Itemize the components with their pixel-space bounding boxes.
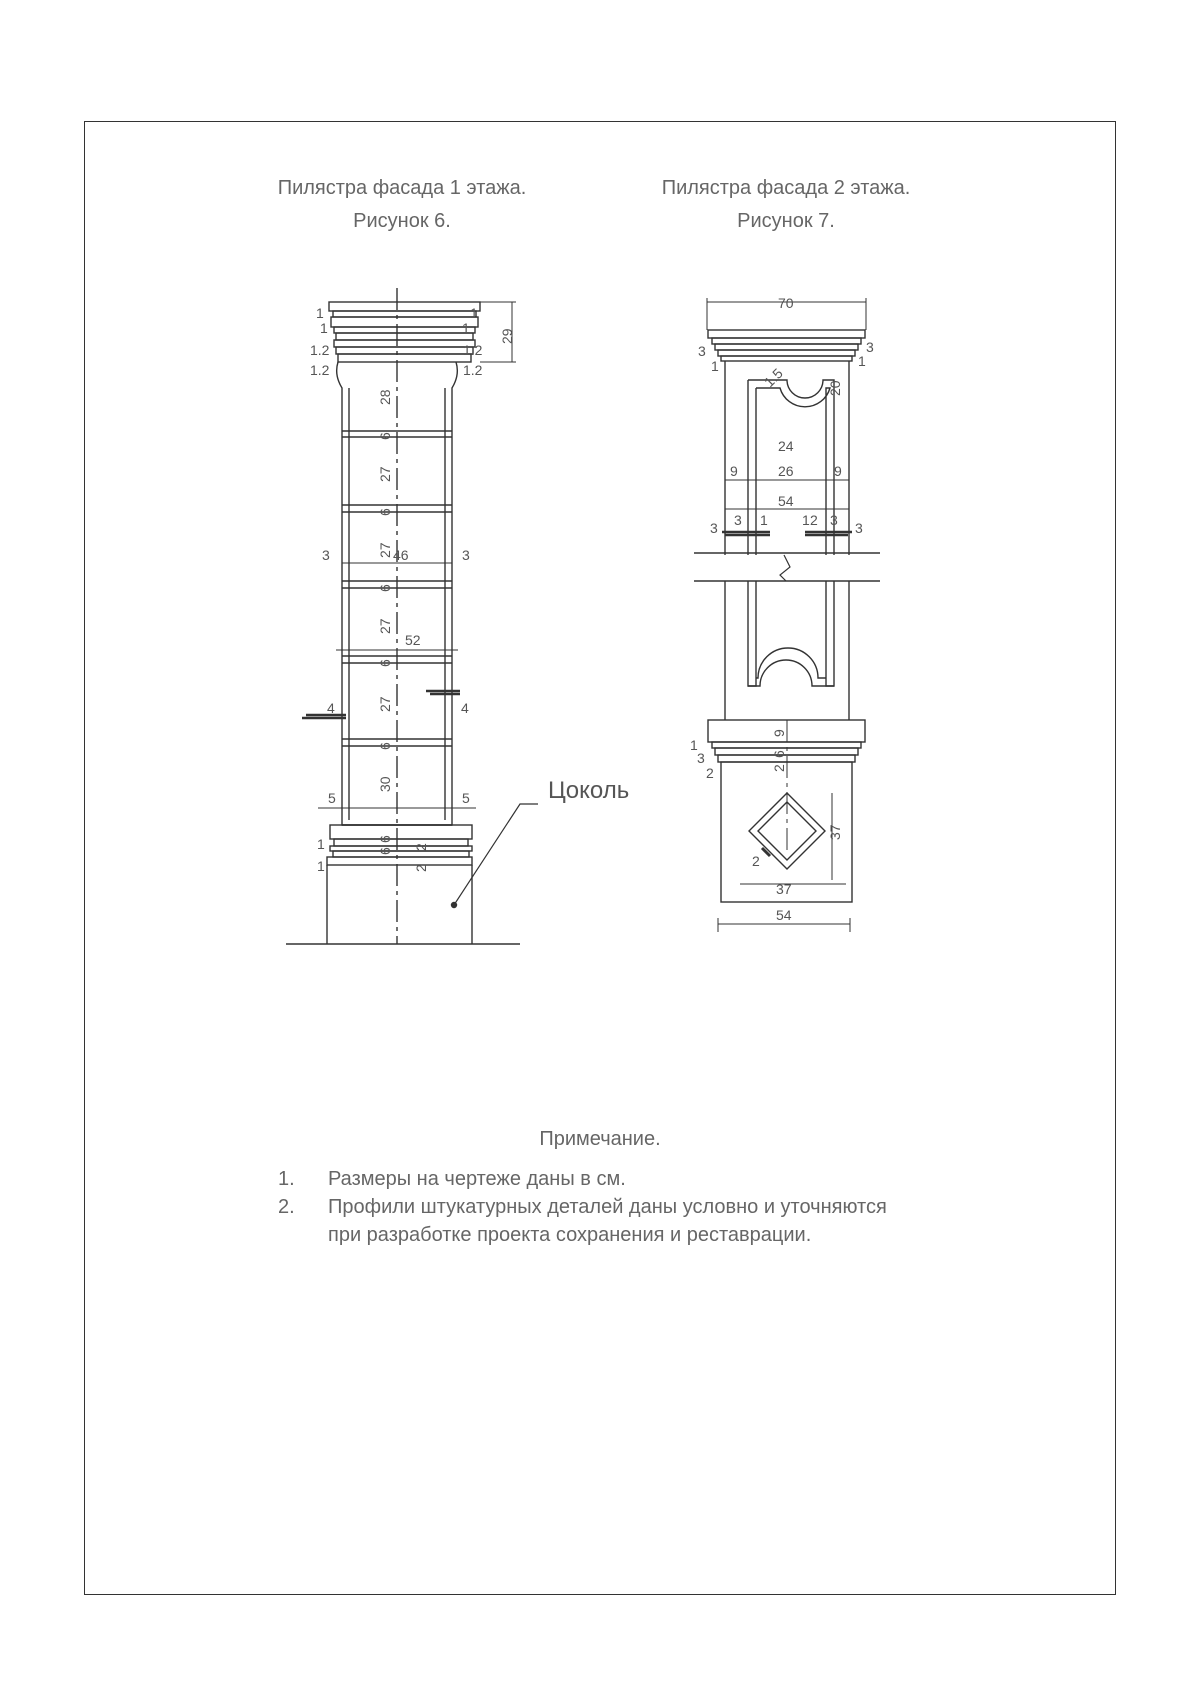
figure-left-caption: Рисунок 6. [353, 210, 451, 232]
dim-r-s1b: 1 [802, 512, 810, 528]
dim-l-v4: 6 [377, 508, 393, 516]
dim-l-c8: 1.2 [463, 362, 483, 378]
dim-l-v8: 6 [377, 659, 393, 667]
note-item-number: 2. [278, 1196, 295, 1218]
dim-r-s9l: 9 [730, 463, 738, 479]
dim-r-w26: 26 [778, 463, 794, 479]
figure-right-title: Пилястра фасада 2 этажа. [661, 177, 911, 199]
dim-l-side3l: 3 [322, 547, 330, 563]
dim-r-width-top: 70 [778, 295, 794, 311]
dim-l-inner-w: 46 [393, 547, 409, 563]
note-list [278, 1165, 918, 1249]
dim-r-s3a: 3 [710, 520, 718, 536]
dim-r-d37v: 37 [827, 824, 843, 840]
dim-l-c4: 1.2 [310, 362, 330, 378]
note-item-text: Размеры на чертеже даны в см. [328, 1168, 626, 1190]
dim-r-d37h: 37 [776, 881, 792, 897]
dim-r-c3b: 3 [866, 339, 874, 355]
callout-plinth-label: Цоколь [548, 777, 630, 804]
dim-l-base2: 2 [413, 843, 429, 851]
dim-l-side5r: 5 [462, 790, 470, 806]
dim-l-c5: 1 [470, 305, 478, 321]
dim-r-s1a: 1 [760, 512, 768, 528]
dim-l-v6: 6 [377, 584, 393, 592]
dim-r-w54: 54 [778, 493, 794, 509]
dim-l-base2b: 2 [413, 864, 429, 872]
note-item-text: Профили штукатурных деталей даны условно и уточняются при разработке проекта сохранения и реставрации. [328, 1196, 887, 1246]
dim-r-r1-5: 1.5 [760, 365, 786, 391]
dim-l-v9: 27 [377, 696, 393, 712]
dim-l-side5l: 5 [328, 790, 336, 806]
dim-r-s3d: 3 [855, 520, 863, 536]
dim-l-side4r: 4 [461, 700, 469, 716]
dim-r-bottom54: 54 [776, 907, 792, 923]
dim-l-base1b: 1 [317, 858, 325, 874]
dim-l-v3: 27 [377, 466, 393, 482]
dim-l-v13: 6 [377, 847, 393, 855]
dim-l-height-top: 29 [499, 328, 515, 344]
dim-l-v11: 30 [377, 776, 393, 792]
dim-r-b2: 2 [706, 765, 714, 781]
dim-r-p6: 6 [771, 750, 787, 758]
dim-l-outer-w: 52 [405, 632, 421, 648]
dim-l-v2: 6 [377, 432, 393, 440]
dim-l-v1: 28 [377, 389, 393, 405]
dim-r-w24: 24 [778, 438, 794, 454]
dim-l-c3: 1.2 [310, 342, 330, 358]
note-item [278, 1193, 918, 1249]
dim-l-v12: 6 [377, 835, 393, 843]
note-title: Примечание. [539, 1128, 661, 1150]
dim-l-base1a: 1 [317, 836, 325, 852]
dim-r-s3c: 3 [830, 512, 838, 528]
dim-l-c6: 1 [462, 320, 470, 336]
dim-r-b3: 3 [697, 750, 705, 766]
dim-r-d2: 2 [752, 853, 760, 869]
dim-r-p9: 9 [771, 729, 787, 737]
dim-r-c1a: 1 [711, 358, 719, 374]
dim-r-s9r: 9 [834, 463, 842, 479]
figure-right-caption: Рисунок 7. [737, 210, 835, 232]
dim-l-side3r: 3 [462, 547, 470, 563]
dim-r-s3b: 3 [734, 512, 742, 528]
dim-l-c2: 1 [320, 320, 328, 336]
dim-r-c3a: 3 [698, 343, 706, 359]
figure-left-title: Пилястра фасада 1 этажа. [277, 177, 527, 199]
dim-r-r20: 20 [827, 380, 843, 396]
dim-r-c1b: 1 [858, 353, 866, 369]
right-pilaster [694, 298, 880, 932]
dim-l-v5: 27 [377, 542, 393, 558]
dim-r-p2: 2 [771, 764, 787, 772]
note-item [278, 1165, 918, 1193]
dim-l-v7: 27 [377, 618, 393, 634]
dim-l-c1: 1 [316, 305, 324, 321]
dim-l-v10: 6 [377, 742, 393, 750]
dim-l-side4l: 4 [327, 700, 335, 716]
note-item-number: 1. [278, 1168, 295, 1190]
dim-l-c7: 1.2 [463, 342, 483, 358]
dim-r-b1: 1 [690, 737, 698, 753]
dim-r-s2a: 2 [810, 512, 818, 528]
